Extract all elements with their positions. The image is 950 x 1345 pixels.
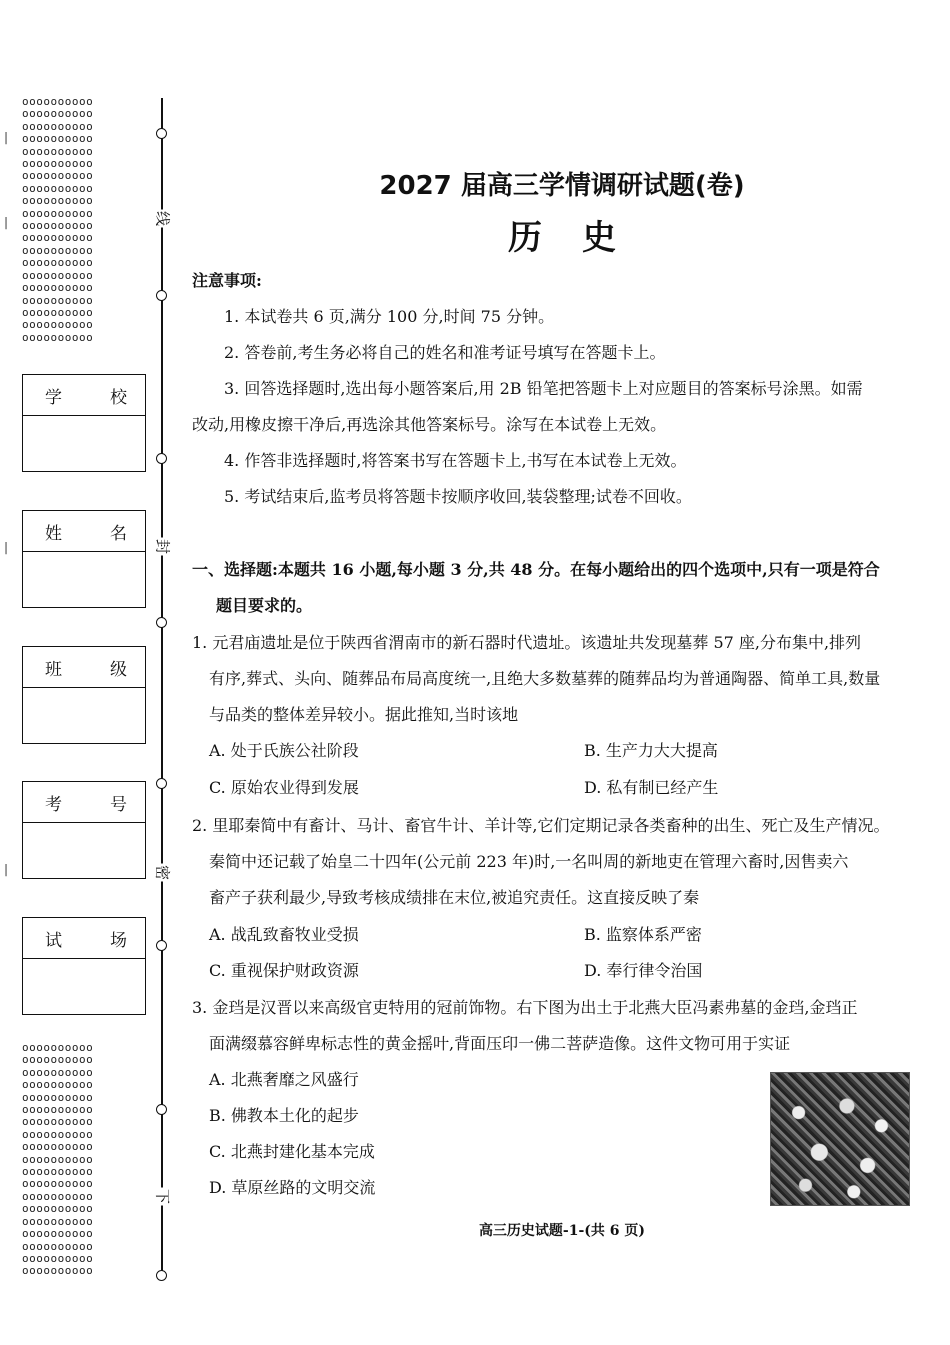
question-1-text: 1. 元君庙遗址是位于陕西省渭南市的新石器时代遗址。该遗址共发现墓葬 57 座,分布集中,排列 (192, 633, 862, 652)
field-label: 试 (45, 930, 62, 951)
question-1-option-d[interactable]: D. 私有制已经产生 (584, 778, 719, 797)
question-3-text: 面满缀慕容鲜卑标志性的黄金摇叶,背面压印一佛二菩萨造像。这件文物可用于实证 (209, 1034, 791, 1053)
seal-line-circle (156, 617, 167, 628)
exam-title: 2027 届高三学情调研试题(卷) (379, 171, 745, 201)
margin-tick: | (4, 862, 9, 876)
name-field[interactable] (22, 510, 146, 608)
field-label: 姓 (45, 523, 62, 544)
seal-line-circle (156, 290, 167, 301)
field-label: 学 (45, 387, 62, 408)
class-field[interactable] (22, 646, 146, 744)
seal-line-circle (156, 778, 167, 789)
section-heading: 题目要求的。 (216, 596, 313, 615)
question-2-text: 2. 里耶秦简中有畜计、马计、畜官牛计、羊计等,它们定期记录各类畜种的出生、死亡及生产情况。 (192, 816, 890, 835)
margin-tick: | (4, 215, 9, 229)
field-label: 考 (45, 794, 62, 815)
seal-line-circle (156, 940, 167, 951)
question-1-text: 与品类的整体差异较小。据此推知,当时该地 (209, 705, 519, 724)
note-item: 3. 回答选择题时,选出每小题答案后,用 2B 铅笔把答题卡上对应题目的答案标号涂黑。如需 (224, 379, 863, 398)
question-3-text: 3. 金珰是汉晋以来高级官吏特用的冠前饰物。右下图为出土于北燕大臣冯素弗墓的金珰,金珰正 (192, 998, 858, 1017)
question-1-option-b[interactable]: B. 生产力大大提高 (584, 741, 718, 760)
question-2-option-a[interactable]: A. 战乱致畜牧业受损 (209, 925, 359, 944)
seal-char-mi: 密 (153, 864, 172, 880)
question-1-option-a[interactable]: A. 处于氏族公社阶段 (209, 741, 359, 760)
note-item: 2. 答卷前,考生务必将自己的姓名和准考证号填写在答题卡上。 (224, 343, 666, 362)
golden-dang-artifact-photo (770, 1072, 910, 1206)
field-label: 班 (45, 659, 62, 680)
note-item: 1. 本试卷共 6 页,满分 100 分,时间 75 分钟。 (224, 307, 555, 326)
field-label: 场 (110, 930, 127, 951)
field-label: 名 (110, 523, 127, 544)
question-3-option-d[interactable]: D. 草原丝路的文明交流 (209, 1178, 376, 1197)
field-label: 级 (110, 659, 127, 680)
school-field[interactable] (22, 374, 146, 472)
note-item: 5. 考试结束后,监考员将答题卡按顺序收回,装袋整理;试卷不回收。 (224, 487, 692, 506)
question-1-text: 有序,葬式、头向、随葬品布局高度统一,且绝大多数墓葬的随葬品均为普通陶器、简单工具,数量 (209, 669, 881, 688)
page-footer: 高三历史试题-1-(共 6 页) (478, 1223, 646, 1239)
question-3-option-a[interactable]: A. 北燕奢靡之风盛行 (209, 1070, 359, 1089)
question-2-option-d[interactable]: D. 奉行律令治国 (584, 961, 703, 980)
question-2-text: 畜产子获利最少,导致考核成绩排在末位,被追究责任。这直接反映了秦 (209, 888, 700, 907)
question-2-option-b[interactable]: B. 监察体系严密 (584, 925, 702, 944)
question-1-option-c[interactable]: C. 原始农业得到发展 (209, 778, 359, 797)
answer-bubble-grid-bottom: oooooooooo oooooooooo oooooooooo oooooooooo oooooooooo oooooooooo oooooooooo oooooooooo oooooooooo oooooooooo oooooooooo oooooooooo oooooooooo oooooooooo oooooooooo oooooooooo oooooooooo oooooooooo oooooooooo (22, 1042, 94, 1278)
answer-bubble-grid-top: oooooooooo oooooooooo oooooooooo oooooooooo oooooooooo oooooooooo oooooooooo oooooooooo oooooooooo oooooooooo oooooooooo oooooooooo oooooooooo oooooooooo oooooooooo oooooooooo oooooooooo oooooooooo oooooooooo oooooooooo (22, 96, 94, 344)
note-item: 4. 作答非选择题时,将答案书写在答题卡上,书写在本试卷上无效。 (224, 451, 687, 470)
seal-char-xia: 下 (153, 1188, 172, 1204)
subject-title: 历史 (508, 218, 656, 258)
notes-heading: 注意事项: (192, 271, 262, 290)
exam-number-field[interactable] (22, 781, 146, 879)
field-label: 校 (110, 387, 127, 408)
question-3-option-b[interactable]: B. 佛教本土化的起步 (209, 1106, 359, 1125)
seal-line (161, 98, 163, 1278)
seal-char-feng: 封 (153, 538, 172, 554)
note-item: 改动,用橡皮擦干净后,再选涂其他答案标号。涂写在本试卷上无效。 (192, 415, 667, 434)
exam-room-field[interactable] (22, 917, 146, 1015)
margin-tick: | (4, 540, 9, 554)
seal-line-circle (156, 1104, 167, 1115)
question-2-text: 秦简中还记载了始皇二十四年(公元前 223 年)时,一名叫周的新地吏在管理六畜时,因售卖六 (209, 852, 849, 871)
seal-line-circle (156, 128, 167, 139)
seal-char-xian: 线 (153, 210, 172, 226)
question-2-option-c[interactable]: C. 重视保护财政资源 (209, 961, 359, 980)
field-label: 号 (110, 794, 127, 815)
section-heading: 一、选择题:本题共 16 小题,每小题 3 分,共 48 分。在每小题给出的四个选项中,只有一项是符合 (192, 560, 880, 579)
seal-line-circle (156, 1270, 167, 1281)
margin-tick: | (4, 130, 9, 144)
seal-line-circle (156, 453, 167, 464)
question-3-option-c[interactable]: C. 北燕封建化基本完成 (209, 1142, 375, 1161)
